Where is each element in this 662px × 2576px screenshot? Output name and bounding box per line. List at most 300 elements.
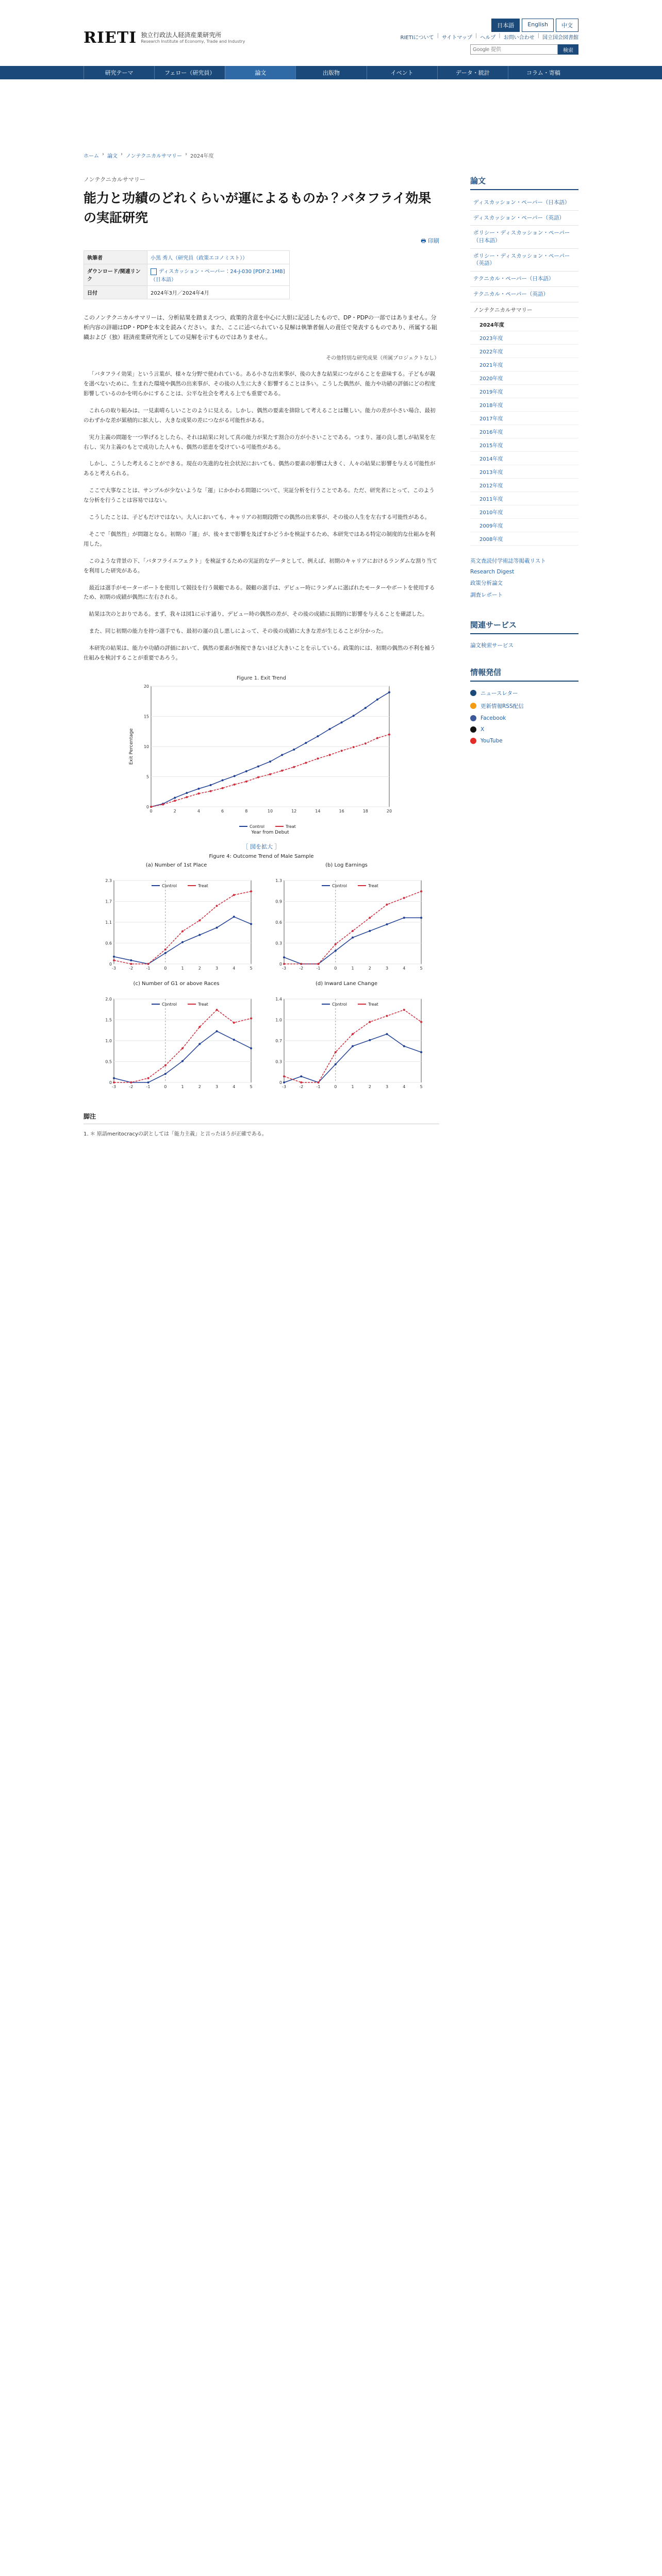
sidebar-year-item[interactable]: 2013年度 <box>470 465 578 479</box>
data-point-treat <box>257 776 259 778</box>
data-point-treat <box>329 754 331 756</box>
data-point-treat <box>181 1047 184 1049</box>
y-tick-label: 20 <box>143 684 149 689</box>
data-point-treat <box>250 1018 252 1020</box>
facebook-icon <box>470 715 476 721</box>
body-paragraph: こうしたことは、子どもだけではない。大人においても、キャリアの初期段階での偶然の出来事が、その後の人生を左右する可能性がある。 <box>89 514 430 521</box>
x-tick-label: 1 <box>181 1084 184 1089</box>
data-point-treat <box>150 806 152 808</box>
data-point-treat <box>293 766 295 768</box>
panel-b <box>267 862 426 978</box>
nav-research-themes[interactable]: 研究テーマ <box>84 66 154 79</box>
data-point-control <box>197 788 200 790</box>
y-axis-label: Exit Percentage <box>129 728 134 765</box>
sidebar-year-item[interactable]: 2016年度 <box>470 425 578 438</box>
x-tick-label: 0 <box>334 965 337 971</box>
x-tick-label: 0 <box>164 1084 167 1089</box>
paper-search-link[interactable]: 論文検索サービス <box>470 642 514 649</box>
youtube-icon <box>470 738 476 744</box>
body-paragraph: そこで「偶然性」が問題となる。初期の「運」が、後々まで影響を及ぼすかどうかを検証するため、本研究ではある特定の制度的な仕組みを利用した。 <box>84 531 436 547</box>
sidebar-year-item[interactable]: 2008年度 <box>470 532 578 546</box>
logo-text <box>141 31 245 44</box>
sidebar-link-policy[interactable]: 政策分析論文 <box>470 580 503 586</box>
data-point-control <box>269 760 271 762</box>
data-point-control <box>283 956 285 958</box>
author-link[interactable]: 小黒 秀人（研究員（政策エコノミスト）） <box>151 256 248 261</box>
data-point-control <box>257 765 259 767</box>
data-point-control <box>147 1081 150 1083</box>
x-tick-label: 4 <box>233 1084 236 1089</box>
data-point-treat <box>222 787 224 789</box>
x-tick-label: 6 <box>221 808 224 814</box>
data-point-control <box>403 1045 405 1047</box>
x-tick-label: -1 <box>316 1084 321 1089</box>
sidebar-year-item[interactable]: 2011年度 <box>470 492 578 505</box>
util-separator: | <box>499 33 501 39</box>
panel-a <box>96 862 256 978</box>
legend <box>239 824 296 829</box>
y-tick-label: 0 <box>109 961 112 967</box>
meta-dl-label: ダウンロード/関連リンク <box>84 264 147 286</box>
data-point-control <box>181 1060 184 1062</box>
legend-label: Treat <box>198 1002 208 1007</box>
site-logo[interactable] <box>84 29 245 47</box>
x-tick-label: 4 <box>197 808 200 814</box>
data-point-control <box>305 742 307 744</box>
data-point-control <box>216 1030 218 1032</box>
sidebar-item-tp-ja[interactable]: テクニカル・ペーパー（日本語） <box>470 272 578 287</box>
y-tick-label: 2.0 <box>105 996 112 1002</box>
body-paragraph: しかし、こうした考えることができる。現在の先進的な社会状況においても、偶然の要素の影響は大きく、人々の結果に影響を与える可能性があると考えられる。 <box>84 461 436 477</box>
x-tick-label: 1 <box>351 1084 354 1089</box>
newsletter-label: ニュースレター <box>481 690 518 697</box>
data-point-control <box>198 934 201 936</box>
nav-publications[interactable]: 出版物 <box>295 66 366 79</box>
data-point-treat <box>386 1015 388 1017</box>
rss-icon <box>470 703 476 709</box>
data-point-control <box>233 916 235 918</box>
mail-icon <box>470 690 476 696</box>
data-point-treat <box>113 959 115 961</box>
x-tick-label: -3 <box>112 1084 116 1089</box>
data-point-control <box>386 923 388 925</box>
x-tick-label: -3 <box>112 965 116 971</box>
logo-mark: RIETI <box>84 29 137 47</box>
legend-label: Control <box>162 1002 177 1007</box>
sidebar-year-item[interactable]: 2017年度 <box>470 412 578 425</box>
data-point-treat <box>300 963 302 965</box>
panel-a-title: (a) Number of 1st Place <box>145 862 207 868</box>
sidebar-link-reports[interactable]: 調査レポート <box>470 591 503 598</box>
data-point-control <box>317 735 319 737</box>
data-point-treat <box>420 890 422 892</box>
body-paragraph: これらの取り組みは、一見素晴らしいことのように見える。しかし、偶然の要素を排除して考えることは難しい。能力の差が小さい場合、最初のわずかな差が累積的に拡大し、大きな成果の差につながる可能性がある。 <box>84 407 436 423</box>
data-point-control <box>233 1039 235 1041</box>
download-icon <box>151 268 157 275</box>
data-point-treat <box>130 963 132 965</box>
y-tick-label: 10 <box>143 744 149 749</box>
y-tick-label: 15 <box>143 714 149 719</box>
utility-links <box>401 33 578 41</box>
figure-1-title: Figure 1. Exit Trend <box>237 675 286 681</box>
print-label: 印刷 <box>428 238 439 244</box>
info-title: 情報発信 <box>470 667 578 682</box>
y-tick-label: 0.6 <box>275 920 282 925</box>
sidebar-year-item[interactable]: 2019年度 <box>470 385 578 398</box>
search-input[interactable] <box>470 44 558 55</box>
data-point-control <box>376 699 378 701</box>
data-point-control <box>388 691 390 693</box>
x-tick-label: 5 <box>420 965 423 971</box>
breadcrumb-separator: › <box>102 151 104 157</box>
lang-english[interactable]: English <box>522 19 554 32</box>
x-link[interactable] <box>470 724 578 735</box>
x-tick-label: 2 <box>198 1084 201 1089</box>
data-point-treat <box>216 1009 218 1011</box>
sidebar <box>470 175 578 747</box>
data-point-control <box>113 1077 115 1079</box>
sidebar-year-item[interactable]: 2012年度 <box>470 479 578 492</box>
data-point-control <box>341 721 343 723</box>
data-point-treat <box>341 750 343 752</box>
data-point-treat <box>352 930 354 932</box>
facebook-label: Facebook <box>481 715 506 721</box>
data-point-treat <box>164 948 167 951</box>
x-tick-label: 14 <box>315 808 321 814</box>
util-help[interactable]: ヘルプ <box>480 35 496 41</box>
data-point-control <box>335 1063 337 1065</box>
data-point-control <box>234 775 236 777</box>
data-point-treat <box>197 792 200 794</box>
lang-chinese[interactable]: 中文 <box>556 19 578 32</box>
search-button[interactable]: 検索 <box>558 44 578 55</box>
util-separator: | <box>475 33 477 39</box>
meta-date-label: 日付 <box>84 285 147 299</box>
footnote: 1. ＊ 原語meritocracyの訳としては「能力主義」と言ったほうが正確である。 <box>84 1131 267 1137</box>
data-point-treat <box>283 1075 285 1077</box>
data-point-control <box>300 1075 302 1077</box>
legend-label: Treat <box>368 883 378 888</box>
panel-b-title: (b) Log Earnings <box>325 862 368 868</box>
sidebar-year-item[interactable]: 2014年度 <box>470 452 578 465</box>
sidebar-item-pdp-ja[interactable]: ポリシー・ディスカッション・ペーパー（日本語） <box>470 226 578 248</box>
body-paragraph: 「バタフライ効果」という言葉が、様々な分野で使われている。ある小さな出来事が、後の大きな結果につながることを意味する。子どもが親を選べないために、生まれた環境や偶然の出来事が、その後の人生に大きく影響することは多い。こうした偶然が、能力や功績の評価にどの程度影響しているのかを明らかにすることは、公平な社会を考える上でも重要である。 <box>84 371 436 397</box>
data-point-control <box>216 926 218 928</box>
figure-1-chart <box>127 681 395 836</box>
x-tick-label: -2 <box>129 965 134 971</box>
data-point-treat <box>186 796 188 798</box>
y-tick-label: 0.3 <box>275 941 282 946</box>
x-tick-label: -2 <box>299 965 304 971</box>
x-tick-label: 3 <box>215 1084 219 1089</box>
sidebar-title: 論文 <box>470 175 578 190</box>
sns-links <box>470 687 578 747</box>
y-tick-label: 1.0 <box>275 1018 282 1023</box>
enlarge-figure-link[interactable]: ［ 図を拡大 ］ <box>242 843 280 850</box>
newsletter-link[interactable] <box>470 687 578 700</box>
data-point-control <box>365 707 367 709</box>
panel-c <box>96 981 256 1096</box>
article-meta <box>84 250 290 299</box>
x-tick-label: -2 <box>129 1084 134 1089</box>
org-name-en: Research Institute of Economy, Trade and Industry <box>141 39 245 44</box>
x-tick-label: 0 <box>164 965 167 971</box>
legend-label: Treat <box>286 824 296 829</box>
x-tick-label: -1 <box>146 1084 151 1089</box>
y-tick-label: 5 <box>146 774 149 779</box>
body-paragraph: また、同じ初期の能力を持つ選手でも、最初の運の良し悪しによって、その後の成績に大きな差が生じることが分かった。 <box>89 628 387 635</box>
data-point-control <box>352 1045 354 1047</box>
util-about[interactable]: RIETIについて <box>400 35 434 41</box>
data-point-control <box>293 749 295 751</box>
data-point-treat <box>164 1064 167 1066</box>
lead-disclaimer: このノンテクニカルサマリーは、分析結果を踏まえつつ、政策的含意を中心に大胆に記述したもので、DP・PDPの一部ではありません。分析内容の詳細はDP・PDPを本文を読みください。また、ここに述べられている見解は執筆者個人の責任で発表するものであり、所属する組織および（独）経済産業研究所としての見解を示すものではありません。 <box>84 314 437 341</box>
data-point-treat <box>174 800 176 802</box>
x-tick-label: 2 <box>198 965 201 971</box>
breadcrumb-current: 2024年度 <box>190 154 214 159</box>
util-separator: | <box>537 33 539 39</box>
panel-a-chart <box>96 868 256 976</box>
x-tick-label: 18 <box>362 808 368 814</box>
sidebar-item-pdp-en[interactable]: ポリシー・ディスカッション・ペーパー（英語） <box>470 249 578 272</box>
x-tick-label: 5 <box>250 1084 253 1089</box>
panel-b-chart <box>267 868 426 976</box>
sidebar-links <box>470 555 578 601</box>
body-paragraph: 本研究の結果は、能力や功績の評価において、偶然の要素が無視できないほど大きいことを示している。政策的には、初期の偶然の不利を補う仕組みを検討することが重要であろう。 <box>84 645 436 661</box>
sidebar-year-item[interactable]: 2009年度 <box>470 519 578 532</box>
sidebar-year-list <box>470 318 578 546</box>
data-point-treat <box>147 1077 150 1079</box>
data-point-control <box>245 770 247 772</box>
page-wrapper <box>84 0 578 66</box>
youtube-label: YouTube <box>481 737 503 744</box>
y-tick-label: 0 <box>279 961 282 967</box>
data-point-treat <box>113 1081 115 1083</box>
panel-c-title: (c) Number of G1 or above Races <box>133 980 220 987</box>
y-tick-label: 2.3 <box>105 878 112 883</box>
body-paragraph: このような背景の下、「バタフライエフェクト」を検証するための実証的なデータとして、例えば、初期のキャリアにおけるランダムな割り当てを利用した研究がある。 <box>84 557 437 574</box>
data-point-control <box>283 1081 285 1083</box>
data-point-treat <box>147 963 150 965</box>
x-icon <box>470 726 476 733</box>
x-tick-label: 2 <box>368 1084 371 1089</box>
data-point-treat <box>376 737 378 739</box>
data-point-control <box>250 923 252 925</box>
data-point-control <box>186 792 188 794</box>
data-point-control <box>369 930 371 932</box>
x-tick-label: 20 <box>386 808 392 814</box>
x-tick-label: 2 <box>173 808 176 814</box>
data-point-control <box>403 917 405 919</box>
data-point-control <box>420 1051 422 1053</box>
global-nav <box>0 66 662 79</box>
sidebar-year-item[interactable]: 2010年度 <box>470 505 578 519</box>
figure-2-title: Figure 4: Outcome Trend of Male Sample <box>209 853 314 859</box>
dp-pdf-link[interactable]: ディスカッション・ペーパー：24-J-030 [PDF:2.1MB]（日本語） <box>151 269 285 283</box>
x-tick-label: -1 <box>146 965 151 971</box>
data-point-control <box>386 1033 388 1035</box>
data-point-treat <box>210 790 212 792</box>
data-point-control <box>130 959 132 961</box>
breadcrumb-papers[interactable]: 論文 <box>107 154 118 159</box>
x-tick-label: 5 <box>420 1084 423 1089</box>
data-point-treat <box>369 917 371 919</box>
data-point-control <box>222 779 224 781</box>
y-tick-label: 0.5 <box>105 1059 112 1064</box>
data-point-treat <box>317 757 319 759</box>
data-point-treat <box>403 1009 405 1011</box>
data-point-control <box>164 1073 167 1075</box>
legend-label: Treat <box>368 1002 378 1007</box>
sidebar-link-digest[interactable]: Research Digest <box>470 568 515 575</box>
y-tick-label: 1.3 <box>275 878 282 883</box>
site-search <box>470 44 578 55</box>
y-tick-label: 0.3 <box>275 1059 282 1064</box>
y-tick-label: 0.6 <box>105 941 112 946</box>
y-tick-label: 1.4 <box>275 996 282 1002</box>
meta-date: 2024年3月／2024年4月 <box>147 285 290 299</box>
data-point-control <box>369 1039 371 1041</box>
data-point-treat <box>283 963 285 965</box>
x-tick-label: 3 <box>215 965 219 971</box>
nav-papers[interactable]: 論文 <box>225 66 295 79</box>
x-tick-label: 3 <box>385 1084 389 1089</box>
article <box>84 175 439 1137</box>
breadcrumb <box>84 151 213 159</box>
data-point-treat <box>335 943 337 945</box>
footnote-title: 脚注 <box>84 1112 439 1124</box>
sidebar-item-dp-en[interactable]: ディスカッション・ペーパー（英語） <box>470 211 578 226</box>
x-tick-label: -1 <box>316 965 321 971</box>
x-tick-label: 10 <box>267 808 273 814</box>
page-title: 能力と功績のどれくらいが運によるものか？バタフライ効果の実証研究 <box>84 191 432 225</box>
nav-data[interactable]: データ・統計 <box>437 66 508 79</box>
x-tick-label: 0 <box>334 1084 337 1089</box>
legend-label: Control <box>250 824 264 829</box>
x-tick-label: 16 <box>339 808 344 814</box>
sidebar-year-item[interactable]: 2020年度 <box>470 371 578 385</box>
data-point-control <box>420 917 422 919</box>
data-point-treat <box>233 1022 235 1024</box>
data-point-treat <box>198 919 201 921</box>
y-tick-label: 0.7 <box>275 1038 282 1043</box>
sidebar-item-tp-en[interactable]: テクニカル・ペーパー（英語） <box>470 287 578 302</box>
data-point-control <box>210 784 212 786</box>
rss-label: 更新情報RSS配信 <box>481 703 524 709</box>
data-point-treat <box>162 803 164 805</box>
x-tick-label: 1 <box>351 965 354 971</box>
data-point-treat <box>365 742 367 744</box>
data-point-control <box>250 1047 252 1049</box>
meta-author-label: 執筆者 <box>84 251 147 264</box>
sidebar-year-item[interactable]: 2018年度 <box>470 398 578 412</box>
data-point-treat <box>181 930 184 932</box>
data-point-treat <box>245 781 247 783</box>
sidebar-year-item[interactable]: 2021年度 <box>470 358 578 371</box>
panel-d-chart <box>267 987 426 1095</box>
sidebar-link-journals[interactable]: 英文査読付学術誌等掲載リスト <box>470 557 546 564</box>
legend-label: Control <box>162 883 177 888</box>
y-tick-label: 0 <box>279 1080 282 1085</box>
data-point-treat <box>335 1051 337 1053</box>
nav-fellows[interactable]: フェロー（研究員） <box>154 66 225 79</box>
facebook-link[interactable] <box>470 713 578 724</box>
sidebar-year-item[interactable]: 2015年度 <box>470 438 578 452</box>
data-point-treat <box>305 761 307 764</box>
util-sitemap[interactable]: サイトマップ <box>441 35 472 41</box>
sidebar-year-item[interactable]: 2023年度 <box>470 331 578 345</box>
body-paragraph: ここで大事なことは、サンプルが少ないような「運」にかかわる問題について、実証分析を行うことである。ただ、研究者にとって、このような分析を行うことは容易ではない。 <box>84 487 435 504</box>
figure-1 <box>84 675 439 837</box>
series-label: ノンテクニカルサマリー <box>84 176 145 183</box>
org-name-ja: 独立行政法人経済産業研究所 <box>141 31 222 39</box>
nav-events[interactable]: イベント <box>367 66 437 79</box>
data-point-control <box>113 956 115 958</box>
data-point-treat <box>388 733 390 735</box>
util-library[interactable]: 国立国会図書館 <box>542 35 578 41</box>
breadcrumb-home[interactable]: ホーム <box>84 154 99 159</box>
data-point-treat <box>352 1033 354 1035</box>
figure-2-grid <box>96 862 426 1096</box>
breadcrumb-separator: › <box>121 151 123 157</box>
panel-d <box>267 981 426 1096</box>
related-services-title: 関連サービス <box>470 619 578 634</box>
youtube-link[interactable] <box>470 735 578 747</box>
data-point-treat <box>234 784 236 786</box>
sidebar-year-item[interactable]: 2022年度 <box>470 345 578 358</box>
x-tick-label: 12 <box>291 808 297 814</box>
data-point-treat <box>198 1026 201 1028</box>
x-tick-label: 3 <box>385 965 389 971</box>
legend-label: Treat <box>198 883 208 888</box>
data-point-treat <box>318 963 320 965</box>
x-tick-label: -3 <box>282 1084 286 1089</box>
y-tick-label: 0.9 <box>275 899 282 904</box>
project-label: その他特別な研究成果（所属プロジェクトなし） <box>326 355 439 362</box>
sidebar-year-item[interactable]: 2024年度 <box>470 318 578 331</box>
data-point-treat <box>403 897 405 899</box>
x-tick-label: 1 <box>181 965 184 971</box>
breadcrumb-nts[interactable]: ノンテクニカルサマリー <box>126 154 182 159</box>
x-tick-label: 5 <box>250 965 253 971</box>
legend-label: Control <box>332 883 347 888</box>
lang-japanese[interactable]: 日本語 <box>491 19 520 32</box>
util-separator: | <box>437 33 439 39</box>
data-point-control <box>335 950 337 952</box>
x-label: X <box>481 726 485 733</box>
x-tick-label: 4 <box>233 965 236 971</box>
y-tick-label: 1.5 <box>105 1018 112 1023</box>
data-point-treat <box>250 890 252 892</box>
x-tick-label: -2 <box>299 1084 304 1089</box>
nav-columns[interactable]: コラム・寄稿 <box>508 66 578 79</box>
util-contact[interactable]: お問い合わせ <box>503 35 535 41</box>
y-tick-label: 0 <box>146 804 149 809</box>
sidebar-item-dp-ja[interactable]: ディスカッション・ペーパー（日本語） <box>470 195 578 211</box>
data-point-treat <box>281 770 283 772</box>
sidebar-item-nts[interactable]: ノンテクニカルサマリー <box>470 302 578 318</box>
data-point-treat <box>130 1081 132 1083</box>
print-button[interactable]: 🖶 印刷 <box>421 238 439 244</box>
data-point-treat <box>420 1021 422 1023</box>
panel-d-title: (d) Inward Lane Change <box>315 980 378 987</box>
body-paragraph: 結果は次のとおりである。まず、我々は図1に示す通り、デビュー時の偶然の差が、その後の成績に長期的に影響を与えることを確認した。 <box>89 611 428 618</box>
x-tick-label: -3 <box>282 965 286 971</box>
data-point-control <box>281 754 283 756</box>
rss-link[interactable] <box>470 700 578 713</box>
x-tick-label: 0 <box>150 808 153 814</box>
y-tick-label: 0 <box>109 1080 112 1085</box>
